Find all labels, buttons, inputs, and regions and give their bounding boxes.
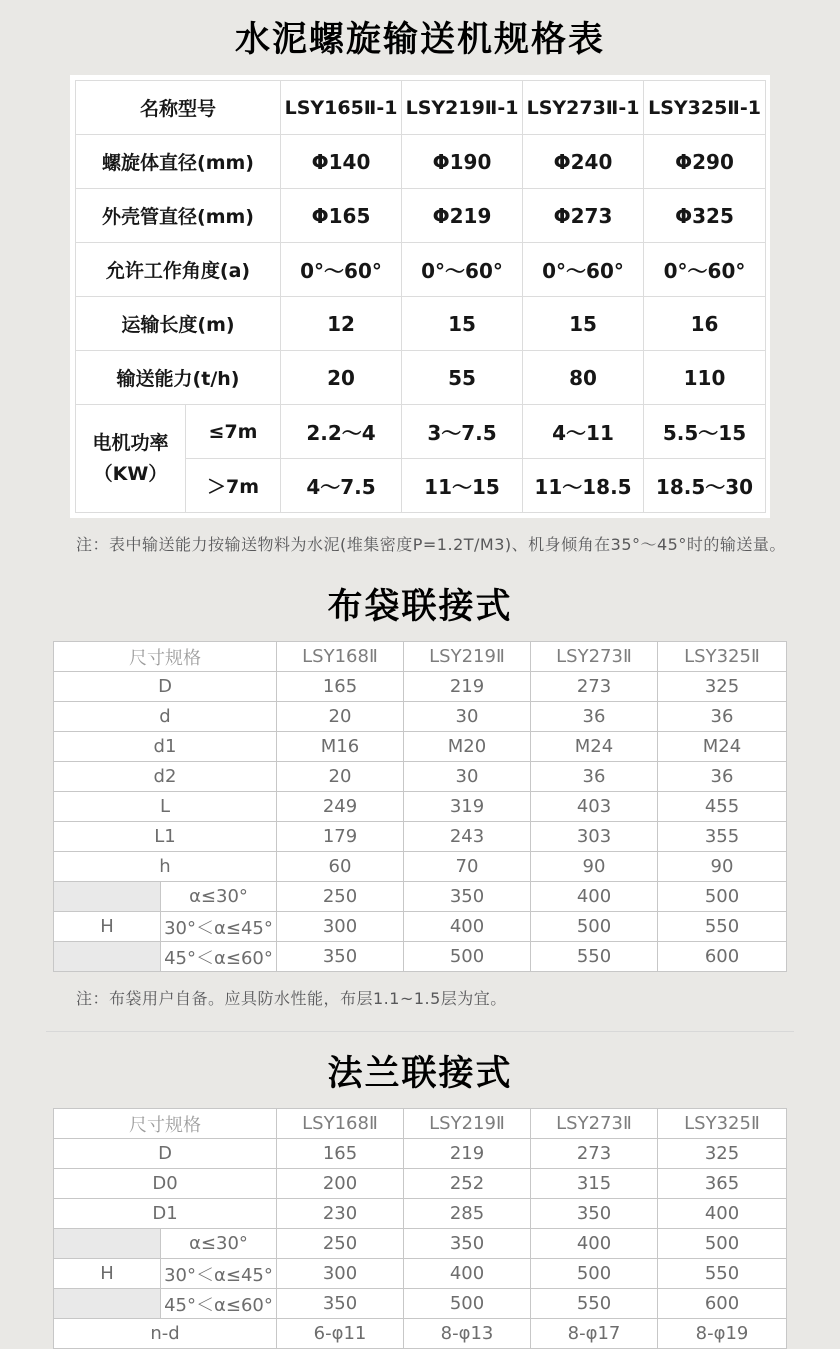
- spec-value-cell: 16: [644, 297, 766, 351]
- spec-value-cell: Φ165: [281, 189, 402, 243]
- bag-table-row: [54, 822, 787, 852]
- flange-table-value-cell: 500: [404, 1289, 531, 1319]
- flange-table-value-cell: 315: [531, 1169, 658, 1199]
- bag-table-header-model-cell: LSY325Ⅱ: [658, 642, 787, 672]
- flange-table-row-label-cell: D0: [54, 1169, 277, 1199]
- bag-table-value-cell: 600: [658, 942, 787, 972]
- flange-table-row-label-cell: D1: [54, 1199, 277, 1229]
- bag-table-value-cell: 550: [658, 912, 787, 942]
- flange-table-nd-label-cell: n-d: [54, 1319, 277, 1349]
- bag-table-value-cell: 500: [404, 942, 531, 972]
- bag-table-value-cell: 179: [277, 822, 404, 852]
- flange-table-header-model-cell: LSY219Ⅱ: [404, 1109, 531, 1139]
- flange-table-value-cell: 550: [658, 1259, 787, 1289]
- bag-table-value-cell: 90: [531, 852, 658, 882]
- bag-table-value-cell: 243: [404, 822, 531, 852]
- flange-table-header-row: [54, 1109, 787, 1139]
- flange-table-value-cell: 300: [277, 1259, 404, 1289]
- spec-value-cell: 3～7.5: [402, 405, 523, 459]
- section-divider: [46, 1031, 794, 1032]
- bag-table-row-label-cell: L: [54, 792, 277, 822]
- bag-table-title: 布袋联接式: [327, 587, 513, 627]
- flange-table-value-cell: 350: [277, 1289, 404, 1319]
- bag-table-value-cell: M16: [277, 732, 404, 762]
- bag-table-value-cell: 36: [658, 762, 787, 792]
- bag-table-row: [54, 792, 787, 822]
- bag-table-value-cell: 250: [277, 882, 404, 912]
- flange-table-h-row: [54, 1289, 787, 1319]
- spec-value-cell: Φ219: [402, 189, 523, 243]
- flange-table-value-cell: 252: [404, 1169, 531, 1199]
- bag-table-value-cell: 20: [277, 762, 404, 792]
- bag-table-header-model-cell: LSY219Ⅱ: [404, 642, 531, 672]
- flange-table-h-row: [54, 1259, 787, 1289]
- bag-table-row-label-cell: d1: [54, 732, 277, 762]
- bag-table-h-row: [54, 942, 787, 972]
- bag-table-h-row: [54, 912, 787, 942]
- spec-row-label-cell: 外壳管直径(mm): [76, 189, 281, 243]
- flange-table-value-cell: 550: [531, 1289, 658, 1319]
- flange-table-value-cell: 8-φ17: [531, 1319, 658, 1349]
- bag-table-h-label-cell: H: [54, 912, 161, 942]
- flange-table-value-cell: 350: [531, 1199, 658, 1229]
- spec-motor-cond-cell: ＞7m: [186, 459, 281, 513]
- bag-table-value-cell: 165: [277, 672, 404, 702]
- flange-table-value-cell: 8-φ13: [404, 1319, 531, 1349]
- flange-table-header-model-cell: LSY168Ⅱ: [277, 1109, 404, 1139]
- bag-table-value-cell: 303: [531, 822, 658, 852]
- bag-table-cond-cell: 45°＜α≤60°: [161, 942, 277, 972]
- spec-value-cell: 11～15: [402, 459, 523, 513]
- flange-table-value-cell: 325: [658, 1139, 787, 1169]
- spec-motor-label-cell: 电机功率 （KW）: [76, 405, 186, 513]
- spec-value-cell: 2.2～4: [281, 405, 402, 459]
- bag-table-value-cell: 60: [277, 852, 404, 882]
- flange-table-value-cell: 285: [404, 1199, 531, 1229]
- bag-table-value-cell: 350: [404, 882, 531, 912]
- flange-table-h-label-cell: H: [54, 1259, 161, 1289]
- bag-table: [53, 641, 787, 972]
- bag-table-value-cell: 36: [531, 762, 658, 792]
- bag-table-row: [54, 672, 787, 702]
- spec-value-cell: Φ325: [644, 189, 766, 243]
- bag-table-row: [54, 702, 787, 732]
- bag-table-header-row: [54, 642, 787, 672]
- spec-row-label-cell: 输送能力(t/h): [76, 351, 281, 405]
- flange-table-value-cell: 400: [658, 1199, 787, 1229]
- bag-table-h-spacer-cell: [54, 942, 161, 972]
- flange-table-value-cell: 400: [531, 1229, 658, 1259]
- spec-value-cell: 12: [281, 297, 402, 351]
- spec-value-cell: 15: [402, 297, 523, 351]
- spec-row: [76, 189, 766, 243]
- spec-value-cell: 5.5～15: [644, 405, 766, 459]
- spec-table-card: [70, 75, 770, 518]
- spec-value-cell: 4～11: [523, 405, 644, 459]
- spec-value-cell: 0°～60°: [402, 243, 523, 297]
- spec-value-cell: 0°～60°: [644, 243, 766, 297]
- bag-table-value-cell: 325: [658, 672, 787, 702]
- flange-table-row: [54, 1169, 787, 1199]
- bag-table-value-cell: 20: [277, 702, 404, 732]
- bag-table-row-label-cell: d: [54, 702, 277, 732]
- flange-table-value-cell: 500: [658, 1229, 787, 1259]
- bag-table-row-label-cell: h: [54, 852, 277, 882]
- spec-row: [76, 243, 766, 297]
- flange-table-value-cell: 165: [277, 1139, 404, 1169]
- spec-value-cell: 0°～60°: [281, 243, 402, 297]
- spec-value-cell: 80: [523, 351, 644, 405]
- bag-table-value-cell: 90: [658, 852, 787, 882]
- flange-table-value-cell: 200: [277, 1169, 404, 1199]
- bag-table-value-cell: 455: [658, 792, 787, 822]
- spec-value-cell: 18.5～30: [644, 459, 766, 513]
- spec-value-cell: Φ273: [523, 189, 644, 243]
- bag-table-value-cell: 300: [277, 912, 404, 942]
- flange-table-value-cell: 400: [404, 1259, 531, 1289]
- bag-table-row: [54, 852, 787, 882]
- flange-table-value-cell: 365: [658, 1169, 787, 1199]
- bag-table-value-cell: 550: [531, 942, 658, 972]
- bag-table-value-cell: 319: [404, 792, 531, 822]
- flange-table-value-cell: 250: [277, 1229, 404, 1259]
- flange-table-value-cell: 350: [404, 1229, 531, 1259]
- flange-table-title: 法兰联接式: [327, 1054, 513, 1094]
- bag-table-value-cell: 36: [531, 702, 658, 732]
- flange-table-header-model-cell: LSY325Ⅱ: [658, 1109, 787, 1139]
- bag-table-value-cell: 30: [404, 762, 531, 792]
- bag-table-value-cell: 30: [404, 702, 531, 732]
- spec-value-cell: 20: [281, 351, 402, 405]
- spec-row: [76, 297, 766, 351]
- spec-header-model-cell: LSY273Ⅱ-1: [523, 81, 644, 135]
- spec-value-cell: 110: [644, 351, 766, 405]
- spec-value-cell: Φ290: [644, 135, 766, 189]
- flange-table: [53, 1108, 787, 1349]
- flange-table-header-model-cell: LSY273Ⅱ: [531, 1109, 658, 1139]
- bag-table-cond-cell: 30°＜α≤45°: [161, 912, 277, 942]
- bag-table-value-cell: 400: [404, 912, 531, 942]
- bag-table-note: 注：布袋用户自备。应具防水性能，布层1.1~1.5层为宜。: [76, 989, 507, 1008]
- spec-header-label-cell: 名称型号: [76, 81, 281, 135]
- spec-value-cell: 15: [523, 297, 644, 351]
- bag-table-row: [54, 762, 787, 792]
- bag-table-value-cell: 403: [531, 792, 658, 822]
- spec-header-row: [76, 81, 766, 135]
- flange-table-cond-cell: 30°＜α≤45°: [161, 1259, 277, 1289]
- spec-motor-row: [76, 405, 766, 459]
- bag-table-row-label-cell: L1: [54, 822, 277, 852]
- spec-row-label-cell: 允许工作角度(a): [76, 243, 281, 297]
- spec-value-cell: Φ240: [523, 135, 644, 189]
- spec-header-model-cell: LSY219Ⅱ-1: [402, 81, 523, 135]
- bag-table-header-model-cell: LSY273Ⅱ: [531, 642, 658, 672]
- bag-table-row: [54, 732, 787, 762]
- spec-table: [75, 80, 766, 513]
- flange-table-value-cell: 219: [404, 1139, 531, 1169]
- bag-table-value-cell: 500: [658, 882, 787, 912]
- flange-table-row: [54, 1139, 787, 1169]
- flange-table-value-cell: 230: [277, 1199, 404, 1229]
- spec-header-model-cell: LSY325Ⅱ-1: [644, 81, 766, 135]
- bag-table-h-row: [54, 882, 787, 912]
- flange-table-h-row: [54, 1229, 787, 1259]
- spec-row: [76, 135, 766, 189]
- flange-table-row: [54, 1199, 787, 1229]
- bag-table-row-label-cell: D: [54, 672, 277, 702]
- bag-table-value-cell: 355: [658, 822, 787, 852]
- bag-table-value-cell: 219: [404, 672, 531, 702]
- bag-table-header-label-cell: 尺寸规格: [54, 642, 277, 672]
- flange-table-row-label-cell: D: [54, 1139, 277, 1169]
- spec-header-model-cell: LSY165Ⅱ-1: [281, 81, 402, 135]
- bag-table-value-cell: 400: [531, 882, 658, 912]
- spec-value-cell: Φ190: [402, 135, 523, 189]
- bag-table-value-cell: M20: [404, 732, 531, 762]
- bag-table-value-cell: 249: [277, 792, 404, 822]
- bag-table-value-cell: 350: [277, 942, 404, 972]
- bag-table-header-model-cell: LSY168Ⅱ: [277, 642, 404, 672]
- flange-table-value-cell: 8-φ19: [658, 1319, 787, 1349]
- flange-table-value-cell: 6-φ11: [277, 1319, 404, 1349]
- flange-table-h-spacer-cell: [54, 1229, 161, 1259]
- flange-table-cond-cell: α≤30°: [161, 1229, 277, 1259]
- spec-motor-cond-cell: ≤7m: [186, 405, 281, 459]
- flange-table-value-cell: 273: [531, 1139, 658, 1169]
- spec-row-label-cell: 运输长度(m): [76, 297, 281, 351]
- spec-table-note: 注：表中输送能力按输送物料为水泥(堆集密度P=1.2T/M3)、机身倾角在35°～45°时的输送量。: [76, 535, 786, 554]
- spec-table-title: 水泥螺旋输送机规格表: [234, 20, 605, 60]
- spec-value-cell: 4～7.5: [281, 459, 402, 513]
- spec-value-cell: 0°～60°: [523, 243, 644, 297]
- flange-table-h-spacer-cell: [54, 1289, 161, 1319]
- spec-row: [76, 351, 766, 405]
- bag-table-value-cell: 273: [531, 672, 658, 702]
- spec-value-cell: Φ140: [281, 135, 402, 189]
- flange-table-cond-cell: 45°＜α≤60°: [161, 1289, 277, 1319]
- flange-table-value-cell: 600: [658, 1289, 787, 1319]
- spec-value-cell: 11～18.5: [523, 459, 644, 513]
- flange-table-nd-row: [54, 1319, 787, 1349]
- bag-table-cond-cell: α≤30°: [161, 882, 277, 912]
- bag-table-value-cell: 70: [404, 852, 531, 882]
- bag-table-value-cell: 36: [658, 702, 787, 732]
- spec-value-cell: 55: [402, 351, 523, 405]
- flange-table-value-cell: 500: [531, 1259, 658, 1289]
- bag-table-value-cell: 500: [531, 912, 658, 942]
- flange-table-header-label-cell: 尺寸规格: [54, 1109, 277, 1139]
- bag-table-h-spacer-cell: [54, 882, 161, 912]
- spec-row-label-cell: 螺旋体直径(mm): [76, 135, 281, 189]
- bag-table-value-cell: M24: [531, 732, 658, 762]
- bag-table-value-cell: M24: [658, 732, 787, 762]
- bag-table-row-label-cell: d2: [54, 762, 277, 792]
